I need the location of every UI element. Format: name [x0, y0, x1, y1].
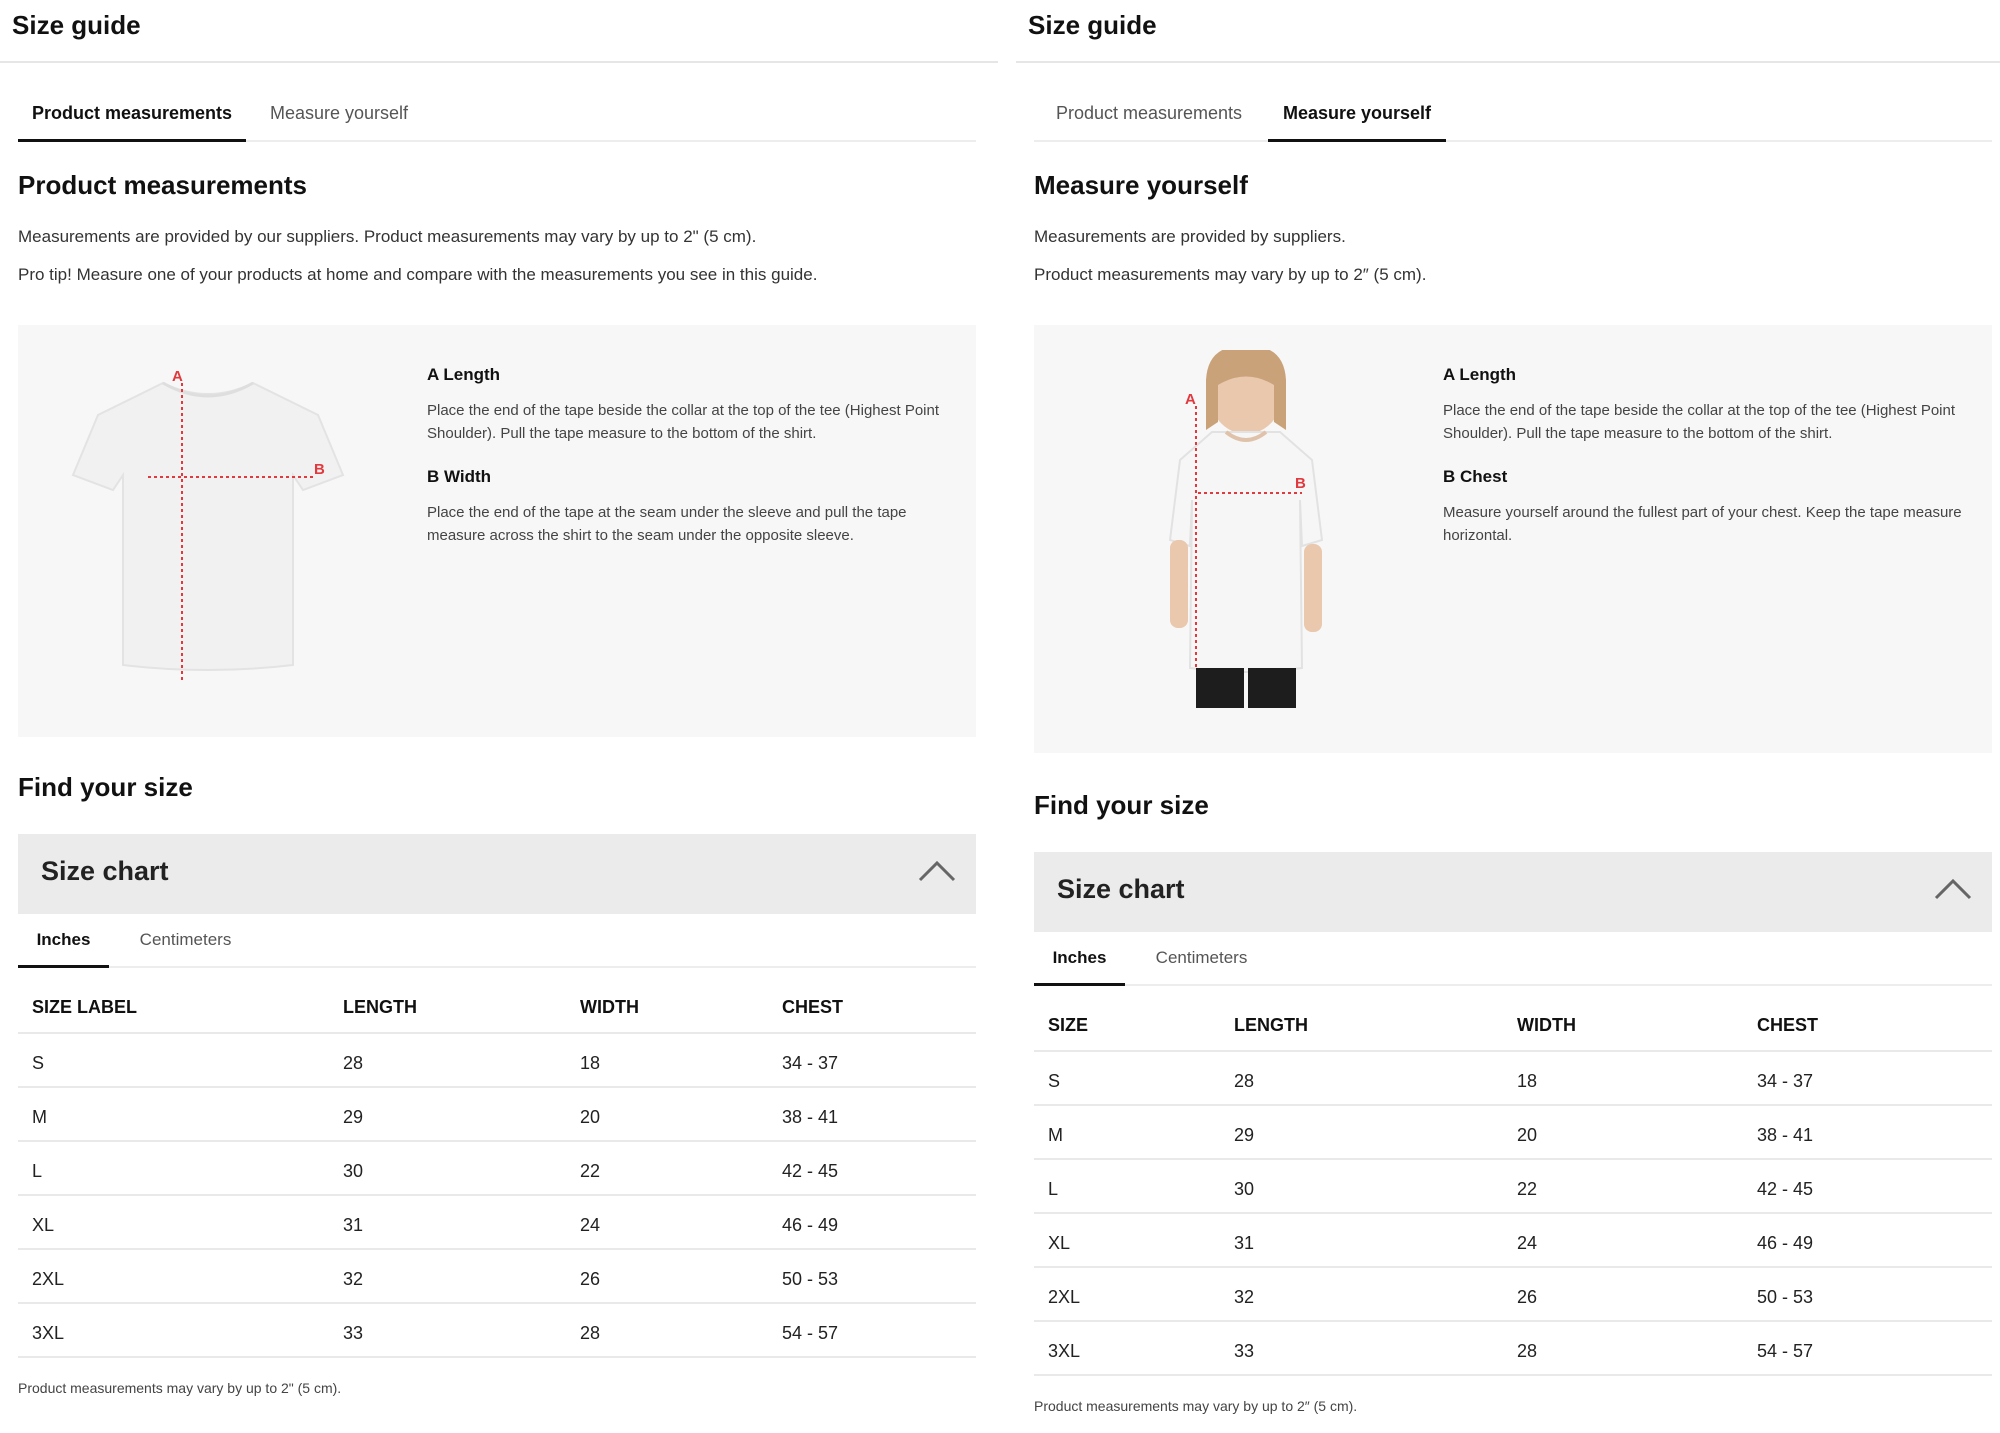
table-cell: 20: [580, 1107, 601, 1127]
measurement-instructions: [427, 365, 947, 569]
table-cell: 26: [580, 1269, 601, 1289]
table-row: [1034, 1160, 1992, 1214]
size-table: [18, 969, 976, 1358]
table-row: [1034, 1214, 1992, 1268]
column-header: SIZE LABEL: [32, 997, 138, 1017]
section-title: Product measurements: [18, 170, 307, 200]
table-row: [18, 1196, 976, 1250]
model-wearing-tshirt-illustration: [1134, 350, 1354, 710]
measure-a-body: Place the end of the tape beside the collar at the top of the tee (Highest Point Shoulder). Pull the tape measure to the bottom of the shirt.: [1443, 402, 1956, 442]
table-cell: 50 - 53: [782, 1269, 839, 1289]
table-cell: 54 - 57: [782, 1323, 839, 1343]
table-cell: 38 - 41: [1757, 1125, 1814, 1145]
intro-text: Measurements are provided by our suppliers. Product measurements may vary by up to 2" (5 cm).: [18, 227, 757, 246]
table-cell: L: [32, 1161, 43, 1181]
table-cell: 18: [1517, 1071, 1538, 1091]
table-cell: 33: [1234, 1341, 1255, 1361]
tab-inches[interactable]: Inches: [18, 914, 109, 968]
table-cell: 22: [1517, 1179, 1538, 1199]
table-cell: L: [1048, 1179, 1059, 1199]
size-chart-title: Size chart: [1057, 874, 1185, 904]
table-cell: 22: [580, 1161, 601, 1181]
table-cell: 30: [1234, 1179, 1255, 1199]
size-chart-title: Size chart: [41, 856, 169, 886]
footnote: Product measurements may vary by up to 2" (5 cm).: [18, 1380, 342, 1396]
table-cell: M: [1048, 1125, 1063, 1145]
size-table: [1034, 987, 1992, 1376]
unit-tabs: [1034, 932, 1992, 986]
table-cell: 38 - 41: [782, 1107, 839, 1127]
marker-b-label: B: [1295, 475, 1306, 492]
column-header: CHEST: [782, 997, 844, 1017]
table-cell: 2XL: [1048, 1287, 1081, 1307]
table-cell: XL: [32, 1215, 55, 1235]
section-title: Measure yourself: [1034, 170, 1248, 200]
table-cell: 28: [1517, 1341, 1538, 1361]
table-cell: 50 - 53: [1757, 1287, 1814, 1307]
measure-b-title: B Width: [427, 467, 492, 486]
marker-a-label: A: [172, 368, 183, 385]
column-header: SIZE: [1048, 1015, 1089, 1035]
measure-b-title: B Chest: [1443, 467, 1508, 486]
measurement-instructions: [1443, 365, 1963, 569]
table-cell: 32: [1234, 1287, 1255, 1307]
table-row: [1034, 1322, 1992, 1376]
table-cell: 28: [343, 1053, 364, 1073]
table-cell: XL: [1048, 1233, 1071, 1253]
table-cell: 28: [580, 1323, 601, 1343]
tab-centimeters[interactable]: Centimeters: [1155, 948, 1248, 967]
table-row: [18, 1142, 976, 1196]
tab-product-measurements[interactable]: Product measurements: [1055, 103, 1243, 123]
table-header-row: [18, 969, 976, 1034]
table-cell: 3XL: [32, 1323, 65, 1343]
tab-centimeters[interactable]: Centimeters: [139, 930, 232, 949]
measurement-illustration-card: [1034, 325, 1992, 753]
find-your-size-heading: Find your size: [1034, 790, 1209, 820]
size-guide-title: Size guide: [1028, 10, 1157, 40]
table-cell: 42 - 45: [1757, 1179, 1814, 1199]
table-cell: 30: [343, 1161, 364, 1181]
table-cell: 31: [1234, 1233, 1255, 1253]
intro-text: Measurements are provided by suppliers.: [1034, 227, 1346, 246]
column-header: WIDTH: [1517, 1015, 1576, 1035]
table-cell: 18: [580, 1053, 601, 1073]
table-cell: 24: [580, 1215, 601, 1235]
measure-b-body: Place the end of the tape at the seam under the sleeve and pull the tape measure across the shirt to the seam under the opposite sleeve.: [427, 504, 907, 544]
tab-measure-yourself[interactable]: Measure yourself: [1268, 98, 1446, 142]
column-header: LENGTH: [1234, 1015, 1308, 1035]
table-cell: S: [1048, 1071, 1061, 1091]
marker-b-label: B: [314, 461, 325, 478]
tab-product-measurements[interactable]: Product measurements: [18, 98, 246, 142]
footnote: Product measurements may vary by up to 2″ (5 cm).: [1034, 1398, 1358, 1414]
table-cell: 28: [1234, 1071, 1255, 1091]
title-divider: [1016, 61, 2000, 63]
table-cell: 54 - 57: [1757, 1341, 1814, 1361]
table-cell: 31: [343, 1215, 364, 1235]
table-cell: 26: [1517, 1287, 1538, 1307]
size-chart-accordion-header[interactable]: [18, 834, 976, 914]
tab-inches[interactable]: Inches: [1034, 932, 1125, 986]
measurement-tabs: [18, 98, 976, 142]
table-row: [18, 1304, 976, 1358]
table-row: [1034, 1106, 1992, 1160]
table-cell: 29: [1234, 1125, 1255, 1145]
chevron-up-icon[interactable]: [918, 858, 956, 882]
table-cell: S: [32, 1053, 45, 1073]
table-cell: 46 - 49: [782, 1215, 839, 1235]
measure-a-title: A Length: [1443, 365, 1517, 384]
table-row: [18, 1250, 976, 1304]
table-cell: 3XL: [1048, 1341, 1081, 1361]
size-chart-accordion-header[interactable]: [1034, 852, 1992, 932]
column-header: WIDTH: [580, 997, 639, 1017]
tab-measure-yourself[interactable]: Measure yourself: [269, 103, 409, 123]
table-cell: 42 - 45: [782, 1161, 839, 1181]
table-cell: 24: [1517, 1233, 1538, 1253]
measure-b-body: Measure yourself around the fullest part of your chest. Keep the tape measure horizontal.: [1443, 504, 1962, 544]
unit-tabs: [18, 914, 976, 968]
size-guide-title: Size guide: [12, 10, 141, 40]
table-header-row: [1034, 987, 1992, 1052]
table-row: [18, 1034, 976, 1088]
tshirt-flat-illustration: [68, 365, 348, 685]
chevron-up-icon[interactable]: [1934, 876, 1972, 900]
table-row: [1034, 1268, 1992, 1322]
title-divider: [0, 61, 998, 63]
table-cell: M: [32, 1107, 47, 1127]
measurement-tabs: [1034, 98, 1992, 142]
table-cell: 34 - 37: [782, 1053, 839, 1073]
table-row: [18, 1088, 976, 1142]
table-cell: 2XL: [32, 1269, 65, 1289]
measure-a-body: Place the end of the tape beside the collar at the top of the tee (Highest Point Shoulder). Pull the tape measure to the bottom of the shirt.: [427, 402, 940, 442]
table-cell: 29: [343, 1107, 364, 1127]
find-your-size-heading: Find your size: [18, 772, 193, 802]
marker-a-label: A: [1185, 391, 1196, 408]
column-header: CHEST: [1757, 1015, 1819, 1035]
table-cell: 20: [1517, 1125, 1538, 1145]
table-row: [1034, 1052, 1992, 1106]
table-cell: 32: [343, 1269, 364, 1289]
column-header: LENGTH: [343, 997, 417, 1017]
vary-note-text: Product measurements may vary by up to 2″ (5 cm).: [1034, 265, 1427, 284]
pro-tip-text: Pro tip! Measure one of your products at home and compare with the measurements you see in this guide.: [18, 265, 818, 284]
table-cell: 34 - 37: [1757, 1071, 1814, 1091]
table-cell: 33: [343, 1323, 364, 1343]
measure-a-title: A Length: [427, 365, 501, 384]
measurement-illustration-card: [18, 325, 976, 737]
table-cell: 46 - 49: [1757, 1233, 1814, 1253]
